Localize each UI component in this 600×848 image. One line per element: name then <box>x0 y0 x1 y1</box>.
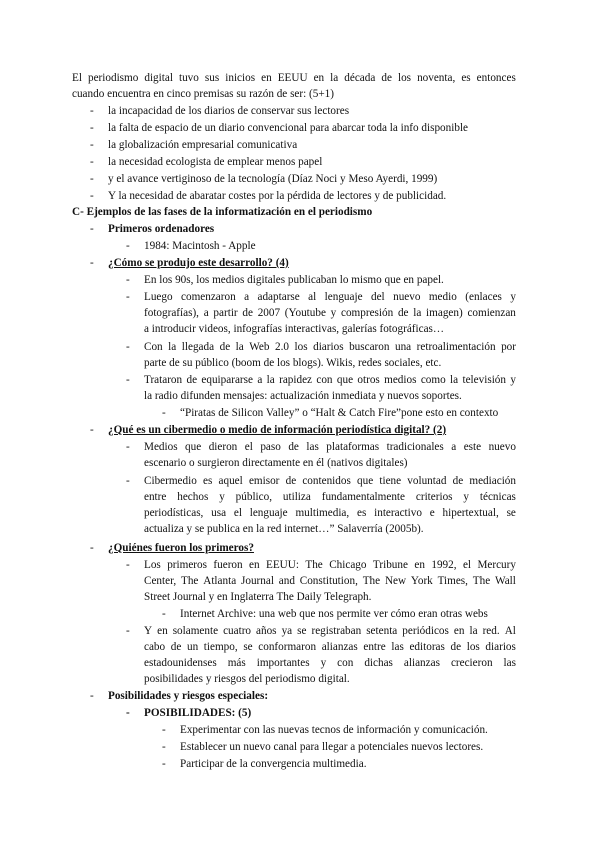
desarrollo-sub-item: “Piratas de Silicon Valley” o “Halt & Catch Fire”pone esto en contexto <box>180 407 499 419</box>
cibermedio-item: actualiza y se publica en la red internet…” Salaverría (2005b). <box>144 523 424 535</box>
cibermedio-item: Medios que dieron el paso de las plataformas tradicionales a este nuevo <box>144 441 516 453</box>
list-dash: - <box>126 475 130 487</box>
cibermedio-item: entre hechos y público, utiliza fundamentalmente criterios y técnicas <box>144 491 516 503</box>
list-dash: - <box>126 274 130 286</box>
cibermedio-item: periodísticas, usa el lenguaje multimedia, es interactivo e hipertextual, se <box>144 507 516 519</box>
list-dash: - <box>90 139 94 151</box>
list-dash: - <box>90 173 94 185</box>
list-dash: - <box>90 190 94 202</box>
cibermedio-item: Cibermedio es aquel emisor de contenidos que tiene voluntad de mediación <box>144 475 516 487</box>
list-dash: - <box>90 257 94 269</box>
list-dash: - <box>90 542 94 554</box>
premisa-item: la incapacidad de los diarios de conservar sus lectores <box>108 105 350 117</box>
section-c-title: C- Ejemplos de las fases de la informatización en el periodismo <box>72 206 373 218</box>
list-dash: - <box>90 223 94 235</box>
como-se-produjo-heading: ¿Cómo se produjo este desarrollo? (4) <box>108 257 289 269</box>
list-dash: - <box>126 240 130 252</box>
cibermedio-item: escenario o surgieron directamente en él (nativos digitales) <box>144 457 408 469</box>
list-dash: - <box>162 407 166 419</box>
primeros-item: Y en solamente cuatro años ya se registraban setenta periódicos en la red. Al <box>144 625 516 637</box>
desarrollo-item: fotografías), a partir de 2007 (Youtube y compresión de la imagen) comienzan <box>144 307 516 319</box>
premisa-item: Y la necesidad de abaratar costes por la pérdida de lectores y de publicidad. <box>108 190 447 202</box>
desarrollo-item: a introducir videos, infografías interactivas, galerías fotográficas… <box>144 323 445 335</box>
intro-line-2: cuando encuentra en cinco premisas su razón de ser: (5+1) <box>72 88 334 100</box>
premisa-item: la globalización empresarial comunicativa <box>108 139 298 151</box>
posibilidad-item: Establecer un nuevo canal para llegar a potenciales nuevos lectores. <box>180 741 484 753</box>
desarrollo-item: la radio difunden mensajes: actualización inmediata y nuevos soportes. <box>144 390 462 402</box>
list-dash: - <box>162 758 166 770</box>
desarrollo-item: Trataron de equipararse a la rapidez con que otros medios como la televisión y <box>144 374 516 386</box>
premisa-item: la necesidad ecologista de emplear menos papel <box>108 156 323 168</box>
premisa-item: la falta de espacio de un diario convencional para abarcar toda la info disponible <box>108 122 469 134</box>
cibermedio-heading: ¿Qué es un cibermedio o medio de información periodística digital? (2) <box>108 424 447 436</box>
list-dash: - <box>90 122 94 134</box>
desarrollo-item: Con la llegada de la Web 2.0 los diarios buscaron una retroalimentación por <box>144 341 516 353</box>
list-dash: - <box>90 690 94 702</box>
primeros-item: Center, The Atlanta Journal and Constitution, The New York Times, The Wall <box>144 575 516 587</box>
primeros-item: cabo de un tiempo, se conformaron alianzas entre las editoras de los diarios <box>144 641 516 653</box>
posibilidad-item: Participar de la convergencia multimedia. <box>180 758 367 770</box>
list-dash: - <box>90 424 94 436</box>
desarrollo-item: Luego comenzaron a adaptarse al lenguaje del nuevo medio (enlaces y <box>144 291 516 303</box>
list-dash: - <box>162 724 166 736</box>
premisa-item: y el avance vertiginoso de la tecnología (Díaz Noci y Meso Ayerdi, 1999) <box>108 173 438 185</box>
list-dash: - <box>126 374 130 386</box>
desarrollo-item: parte de su público (boom de los blogs). Wikis, redes sociales, etc. <box>144 357 442 369</box>
primeros-item: estadounidenses más importantes y con dichas alianzas crecieron las <box>144 657 516 669</box>
list-dash: - <box>90 156 94 168</box>
posibilidades-heading: POSIBILIDADES: (5) <box>144 707 252 719</box>
list-dash: - <box>90 105 94 117</box>
list-dash: - <box>126 341 130 353</box>
intro-line-1: El periodismo digital tuvo sus inicios en EEUU en la década de los noventa, es entonces <box>72 72 516 84</box>
posibilidades-riesgos-heading: Posibilidades y riesgos especiales: <box>108 690 269 702</box>
list-dash: - <box>162 741 166 753</box>
primeros-ordenadores-item: 1984: Macintosh - Apple <box>144 240 256 252</box>
primeros-item: Los primeros fueron en EEUU: The Chicago Tribune en 1992, el Mercury <box>144 559 516 571</box>
primeros-ordenadores-heading: Primeros ordenadores <box>108 223 215 235</box>
list-dash: - <box>126 559 130 571</box>
quienes-primeros-heading: ¿Quiénes fueron los primeros? <box>108 542 254 554</box>
primeros-item: posibilidades y riesgos del periodismo digital. <box>144 673 350 685</box>
list-dash: - <box>126 441 130 453</box>
desarrollo-item: En los 90s, los medios digitales publicaban lo mismo que en papel. <box>144 274 444 286</box>
list-dash: - <box>126 291 130 303</box>
list-dash: - <box>162 608 166 620</box>
list-dash: - <box>126 625 130 637</box>
posibilidad-item: Experimentar con las nuevas tecnos de información y comunicación. <box>180 724 488 736</box>
list-dash: - <box>126 707 130 719</box>
primeros-item: Street Journal y en Inglaterra The Daily Telegraph. <box>144 591 372 603</box>
primeros-sub-item: Internet Archive: una web que nos permite ver cómo eran otras webs <box>180 608 488 620</box>
